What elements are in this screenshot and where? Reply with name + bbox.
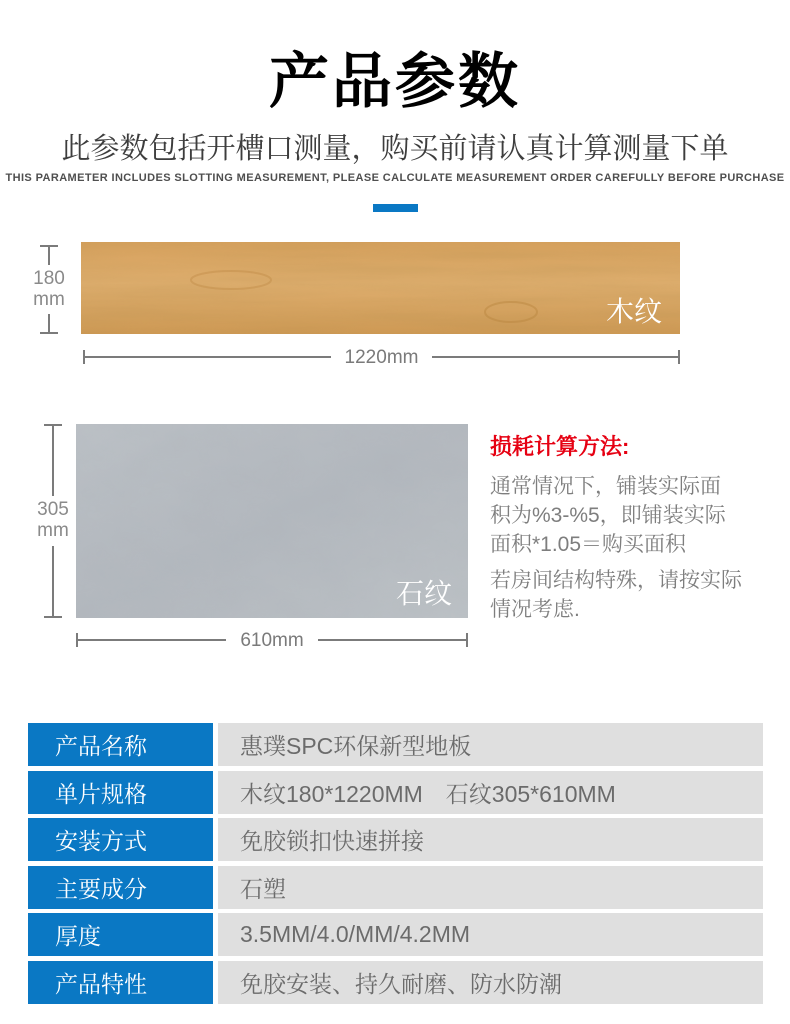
stone-width-dimension bbox=[76, 629, 468, 651]
accent-underline-bar bbox=[373, 204, 418, 212]
stone-height-label: 305 mm bbox=[37, 499, 69, 541]
dimension-line bbox=[52, 426, 54, 496]
table-row bbox=[28, 866, 763, 909]
wood-texture-graphic bbox=[81, 242, 680, 334]
wood-width-label: 1220mm bbox=[344, 346, 419, 368]
dimension-line bbox=[48, 247, 50, 265]
dimension-line bbox=[85, 356, 331, 358]
spec-value: 惠璞SPC环保新型地板 bbox=[218, 723, 763, 766]
spec-label: 单片规格 bbox=[28, 771, 213, 814]
loss-method-heading: 损耗计算方法: bbox=[490, 434, 630, 459]
table-row bbox=[28, 723, 763, 766]
wood-width-dimension bbox=[83, 346, 680, 368]
spec-value: 免胶安装、持久耐磨、防水防潮 bbox=[218, 961, 763, 1004]
table-row bbox=[28, 961, 763, 1004]
spec-value: 木纹180*1220MM 石纹305*610MM bbox=[218, 771, 763, 814]
loss-method-paragraph-1: 通常情况下，铺装实际面 积为%3-%5，即铺装实际 面积*1.05＝购买面积 bbox=[490, 475, 726, 556]
dimension-cap bbox=[44, 616, 62, 618]
page-subtitle: 此参数包括开槽口测量，购买前请认真计算测量下单 bbox=[61, 133, 729, 165]
loss-calculation-note bbox=[490, 430, 770, 624]
wood-plank-image bbox=[81, 242, 680, 334]
page-subtitle-english: THIS PARAMETER INCLUDES SLOTTING MEASUREMENT, PLEASE CALCULATE MEASUREMENT ORDER CAREFULLY BEFORE PURCHASE bbox=[5, 172, 785, 184]
loss-method-paragraph-2: 若房间结构特殊，请按实际 情况考虑. bbox=[490, 569, 742, 621]
dimension-cap bbox=[40, 332, 58, 334]
spec-label: 主要成分 bbox=[28, 866, 213, 909]
spec-label: 产品名称 bbox=[28, 723, 213, 766]
stone-width-label: 610mm bbox=[240, 629, 304, 651]
dimension-cap bbox=[466, 633, 468, 647]
dimension-line bbox=[52, 546, 54, 616]
dimension-line bbox=[48, 314, 50, 332]
dimension-line bbox=[318, 639, 466, 641]
table-row bbox=[28, 818, 763, 861]
wood-texture-label: 木纹 bbox=[605, 296, 662, 327]
stone-height-dimension bbox=[35, 424, 71, 618]
wood-height-label: 180 mm bbox=[33, 267, 65, 310]
spec-label: 厚度 bbox=[28, 913, 213, 956]
stone-texture-label: 石纹 bbox=[395, 578, 452, 609]
dimension-cap bbox=[678, 350, 680, 364]
spec-value: 石塑 bbox=[218, 866, 763, 909]
table-row bbox=[28, 913, 763, 956]
spec-label: 安装方式 bbox=[28, 818, 213, 861]
wood-height-dimension bbox=[31, 245, 67, 334]
page-title: 产品参数 bbox=[269, 48, 521, 115]
spec-value: 3.5MM/4.0/MM/4.2MM bbox=[218, 913, 763, 956]
table-row bbox=[28, 771, 763, 814]
spec-table bbox=[28, 723, 763, 1008]
stone-tile-image bbox=[76, 424, 468, 618]
dimension-line bbox=[78, 639, 226, 641]
spec-value: 免胶锁扣快速拼接 bbox=[218, 818, 763, 861]
spec-label: 产品特性 bbox=[28, 961, 213, 1004]
dimension-line bbox=[432, 356, 678, 358]
